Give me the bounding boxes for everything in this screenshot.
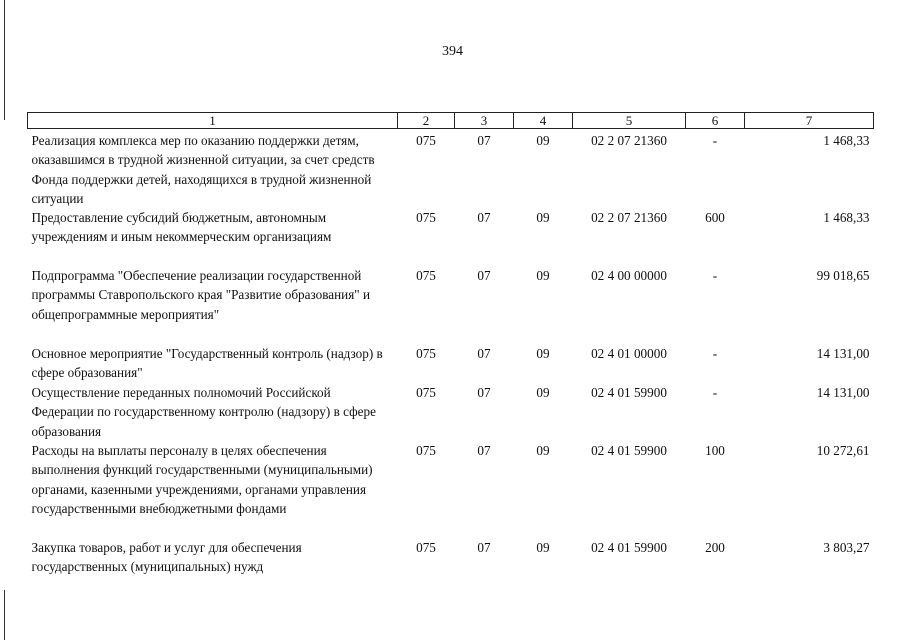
row-rz: 07 (477, 210, 491, 226)
row-ved: 075 (416, 443, 436, 459)
row-pr: 09 (536, 268, 550, 284)
row-pr: 09 (536, 210, 550, 226)
row-name: Реализация комплекса мер по оказанию поддержки детям, оказавшимся в трудной жизненной ситуации, за счет средств Фонда поддержки детей, находящихся в трудной жизненной ситуации (31, 133, 375, 206)
table-row (28, 441, 874, 538)
row-vr: - (712, 346, 718, 362)
row-rz: 07 (477, 443, 491, 459)
row-rz: 07 (477, 268, 491, 284)
table-row (28, 266, 874, 344)
table-row (28, 208, 874, 266)
row-pr: 09 (536, 346, 550, 362)
row-pr: 09 (536, 133, 550, 148)
row-vr: - (712, 133, 718, 148)
row-rz: 07 (477, 385, 491, 401)
row-amount: 3 803,27 (823, 540, 870, 556)
column-header: 4 (514, 113, 573, 129)
row-csr: 02 2 07 21360 (591, 133, 667, 148)
row-name: Закупка товаров, работ и услуг для обеспечения государственных (муниципальных) нужд (31, 540, 302, 575)
row-ved: 075 (416, 346, 436, 362)
row-pr: 09 (536, 385, 550, 401)
row-csr: 02 4 01 59900 (591, 443, 667, 459)
row-amount: 1 468,33 (823, 133, 870, 148)
table-header (28, 113, 874, 129)
table-row (28, 344, 874, 383)
row-ved: 075 (416, 210, 436, 226)
column-header: 7 (745, 113, 874, 129)
row-ved: 075 (416, 540, 436, 556)
row-csr: 02 4 01 59900 (591, 540, 667, 556)
row-name: Подпрограмма "Обеспечение реализации государственной программы Ставропольского края "Развитие образования" и общепрограммные мероприятия" (31, 268, 371, 322)
row-rz: 07 (477, 133, 491, 148)
row-vr: - (712, 268, 718, 284)
row-name: Осуществление переданных полномочий Российской Федерации по государственному контролю (надзору) в сфере образования (31, 385, 376, 439)
row-name: Основное мероприятие "Государственный контроль (надзор) в сфере образования" (31, 346, 383, 381)
column-header: 1 (28, 113, 398, 129)
row-csr: 02 4 00 00000 (591, 268, 667, 284)
row-amount: 14 131,00 (816, 385, 870, 401)
row-ved: 075 (416, 133, 436, 148)
header-row (28, 113, 874, 129)
budget-table (27, 112, 874, 578)
row-amount: 14 131,00 (816, 346, 870, 362)
row-rz: 07 (477, 346, 491, 362)
row-amount: 10 272,61 (816, 443, 870, 459)
row-ved: 075 (416, 268, 436, 284)
row-pr: 09 (536, 443, 550, 459)
row-csr: 02 4 01 59900 (591, 385, 667, 401)
column-header: 2 (398, 113, 455, 129)
row-csr: 02 4 01 00000 (591, 346, 667, 362)
row-name: Предоставление субсидий бюджетным, автономным учреждениям и иным некоммерческим организациям (31, 210, 332, 245)
row-vr: 200 (705, 540, 725, 556)
row-vr: - (712, 385, 718, 401)
column-header: 3 (455, 113, 514, 129)
row-pr: 09 (536, 540, 550, 556)
row-amount: 1 468,33 (823, 210, 870, 226)
row-ved: 075 (416, 385, 436, 401)
row-name: Расходы на выплаты персоналу в целях обеспечения выполнения функций государственными (муниципальными) органами, казенными учреждениями, органами управления государственными внебюджетными фондами (31, 443, 373, 517)
table-row (28, 129, 874, 209)
row-csr: 02 2 07 21360 (591, 210, 667, 226)
row-amount: 99 018,65 (816, 268, 870, 284)
table-row (28, 538, 874, 578)
row-vr: 600 (705, 210, 725, 226)
column-header: 5 (573, 113, 686, 129)
row-rz: 07 (477, 540, 491, 556)
row-vr: 100 (705, 443, 725, 459)
column-header: 6 (686, 113, 745, 129)
scan-edge-line (4, 0, 5, 120)
scan-edge-line (4, 590, 5, 640)
page-number: 394 (442, 44, 463, 59)
table-body (28, 129, 874, 579)
table-row (28, 383, 874, 441)
